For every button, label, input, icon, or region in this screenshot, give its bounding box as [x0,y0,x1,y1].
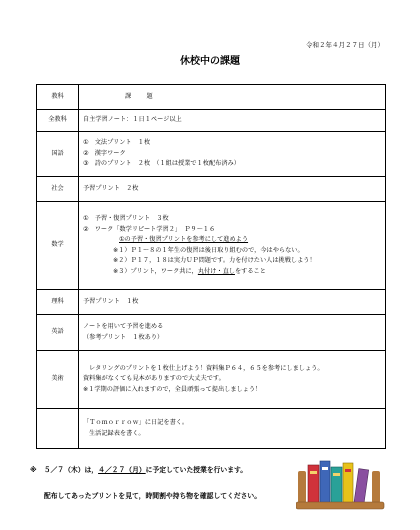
books-illustration-svg [296,455,388,513]
notice-line-1 [30,464,247,474]
tasks-kokugo [79,132,386,177]
task-line: 予習プリント １枚 [83,297,139,305]
task-line: ① 予習・復習プリント ３枚 [83,215,169,222]
subject-all: 全教科 [37,110,79,132]
task-line: ノートを用いて予習を進める [83,323,164,330]
book-purple [354,469,369,504]
task-line: ③ 詩のプリント ２枚 （１組は授業で１枚配布済み） [83,160,240,168]
book-red [308,465,319,503]
subject-sugaku: 数学 [37,202,79,290]
tasks-other [79,409,386,449]
table-row [37,177,386,202]
notice-date-emphasis: ４／２７（月） [98,466,146,474]
tasks-all [79,110,386,132]
notice-text: ５／７（木）は， [43,466,99,474]
table-row [37,315,386,351]
books-on-shelf-illustration [296,455,388,517]
tasks-shakai [79,177,386,202]
task-line: （参考プリント １枚あり） [83,333,164,341]
subject-kokugo: 国語 [37,132,79,177]
task-note: ※１）Ｐ１～８の１年生の復習は後日取り組むので，今はやらない。 [113,246,304,254]
task-note-underlined: ①の予習・復習プリントを参考にして進めよう [119,236,249,243]
shelf-base [296,502,384,509]
book-label [322,467,328,470]
table-row [37,290,386,315]
bookend-left [298,471,306,503]
notice-mark: ※ [30,466,37,474]
task-line: 生活記録表を書く。 [89,429,145,437]
subject-column-header: 教科 [37,85,79,110]
subject-rika: 理科 [37,290,79,315]
book-label [345,469,351,472]
task-line: ※１学期の評価に入れますので，全員頑張って提出しましょう！ [83,385,262,393]
task-note [83,267,381,278]
subject-shakai: 社会 [37,177,79,202]
bookend-right [372,471,380,503]
subject-eigo: 英語 [37,315,79,351]
task-note-emphasis: 丸付け・直し [197,267,235,275]
task-line: ② 漢字ワーク [83,149,126,157]
tasks-bijutsu [79,351,386,409]
task-line: ② ワーク「数学リピート学習２」 Ｐ９～１６ [83,225,216,233]
book-label [310,471,317,474]
task-line: 予習プリント ２枚 [83,184,139,192]
page-title: 休校中の課題 [180,56,240,67]
table-row [37,110,386,132]
task-note-text: ※３）プリント，ワーク共に， [113,267,198,275]
table-header-row [37,85,386,110]
task-line: レタリングのプリントを１枚仕上げよう！資料集Ｐ６４，６５を参考にしましょう。 [89,364,324,372]
tasks-sugaku [79,202,386,290]
task-line: 「Ｔｏｍｏｒｒｏｗ」に日記を書く。 [83,419,189,426]
tasks-eigo [79,315,386,351]
task-line: 自主学習ノート：１日１ページ以上 [83,116,182,124]
tasks-rika [79,290,386,315]
subject-bijutsu: 美術 [37,351,79,409]
table-row [37,132,386,177]
table-row [37,409,386,449]
book-teal [331,467,342,503]
notice-text: に予定していた授業を行います。 [145,466,248,474]
task-note: ※２）Ｐ１７，１８は実力ＵＰ問題です。力を付けたい人は挑戦しよう！ [113,257,316,264]
subject-other [37,409,79,449]
assignment-table [36,84,386,449]
tasks-column-header: 課 題 [79,85,386,110]
table-row [37,202,386,290]
task-line: ① 文法プリント １枚 [83,139,151,147]
book-label [333,473,340,476]
notice-line-2: 配布してあったプリントを見て，時間割や持ち物を確認してください。 [44,492,262,500]
task-line: 資料集がなくても見本がありますので大丈夫です。 [83,375,225,383]
task-note-text: をすること [234,267,266,275]
document-date: 令和２年４月２７日（月） [306,41,384,49]
table-row [37,351,386,409]
